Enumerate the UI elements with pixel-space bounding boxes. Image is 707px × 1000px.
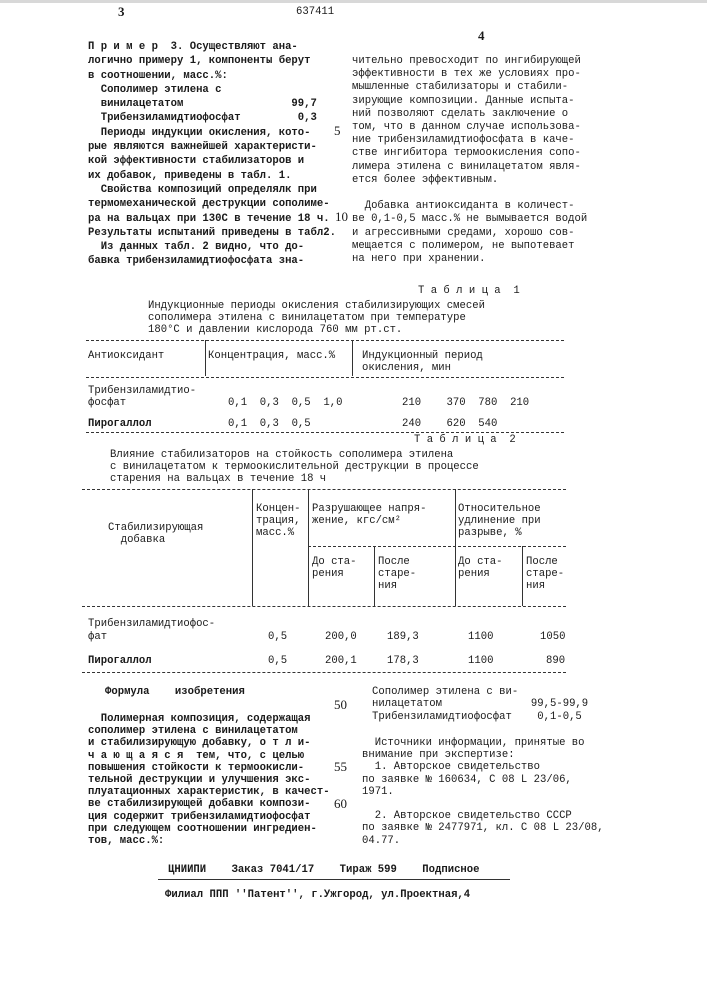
text-line: зирующие композиции. Данные испыта- bbox=[352, 95, 587, 108]
table2-row-stress-after: 178,3 bbox=[387, 655, 419, 667]
text-line: при следующем соотношении ингредиен- bbox=[88, 823, 330, 835]
text-line: 04.77. bbox=[362, 835, 604, 847]
text-line: по заявке № 160634, С 08 L 23/06, bbox=[362, 774, 604, 786]
line-number-55: 55 bbox=[334, 759, 347, 775]
right-column-text bbox=[352, 55, 587, 266]
text-line: стве ингибитора термоокисления сопо- bbox=[352, 147, 587, 160]
footer-branch: Филиал ППП ''Патент'', г.Ужгород, ул.Проектная,4 bbox=[165, 889, 470, 901]
table2-header-rule bbox=[82, 606, 566, 607]
text-line: с винилацетатом к термоокислительной деструкции в процессе bbox=[110, 461, 479, 473]
table2-divider bbox=[522, 546, 523, 606]
text-line: ве 0,1-0,5 масс.% не вымывается водой bbox=[352, 213, 587, 226]
table1-title bbox=[148, 300, 485, 336]
line-number-5: 5 bbox=[334, 123, 341, 139]
table1-header-period-unit: окисления, мин bbox=[362, 362, 451, 374]
left-column-text bbox=[88, 40, 336, 269]
line-number-60: 60 bbox=[334, 796, 347, 812]
text-line: плуатационных характеристик, в качест- bbox=[88, 786, 330, 798]
table2-divider bbox=[455, 489, 456, 606]
table2-top-rule bbox=[82, 489, 566, 490]
table2-header-additive: Стабилизирующая добавка bbox=[108, 522, 203, 546]
table2-header-elong-after: После старе- ния bbox=[526, 556, 564, 592]
text-line: их добавок, приведены в табл. 1. bbox=[88, 169, 336, 183]
table2-bottom-rule bbox=[82, 672, 566, 673]
text-line: сополимер этилена с винилацетатом bbox=[88, 725, 330, 737]
table1-row-conc: 0,1 0,3 0,5 1,0 bbox=[228, 397, 342, 409]
table1-row-name: Трибензиламидтио- bbox=[88, 385, 196, 397]
text-line: в соотношении, масс.%: bbox=[88, 69, 336, 83]
table2-row-name: Пирогаллол bbox=[88, 655, 152, 667]
text-line: рые являются важнейшей характеристи- bbox=[88, 140, 336, 154]
table1-header-antioxidant: Антиоксидант bbox=[88, 350, 164, 362]
text-line: Трибензиламидтиофосфат 0,1-0,5 bbox=[372, 711, 588, 723]
text-line: ний позволяют сделать заключение о bbox=[352, 108, 587, 121]
text-line: мещается с полимером, не выпотевает bbox=[352, 240, 587, 253]
table1-top-rule bbox=[86, 340, 564, 341]
table2-divider bbox=[308, 489, 309, 606]
sources-list bbox=[362, 737, 604, 847]
table2-row-elong-after: 890 bbox=[546, 655, 565, 667]
table2-header-elongation: Относительное удлинение при разрыве, % bbox=[458, 503, 541, 539]
table1-row-conc: 0,1 0,3 0,5 bbox=[228, 418, 311, 430]
table1-label: Т а б л и ц а 1 bbox=[418, 285, 520, 297]
table1-row-period: 240 620 540 bbox=[402, 418, 497, 430]
patent-number: 637411 bbox=[296, 6, 334, 18]
claims-text bbox=[88, 713, 330, 847]
line-number-50: 50 bbox=[334, 697, 347, 713]
text-line: эффективности в тех же условиях про- bbox=[352, 68, 587, 81]
table2-header-stress-after: После старе- ния bbox=[378, 556, 416, 592]
text-line: винилацетатом 99,7 bbox=[88, 97, 336, 111]
text-line: Сополимер этилена с ви- bbox=[372, 686, 588, 698]
text-line: 2. Авторское свидетельство СССР bbox=[362, 810, 604, 822]
table1-divider bbox=[205, 340, 206, 376]
text-line bbox=[362, 798, 604, 810]
text-line: Трибензиламидтиофосфат 0,3 bbox=[88, 111, 336, 125]
table2-row-conc: 0,5 bbox=[268, 631, 287, 643]
text-line: ве стабилизирующей добавки компози- bbox=[88, 798, 330, 810]
table1-bottom-rule bbox=[86, 432, 564, 433]
text-line: тов, масс.%: bbox=[88, 835, 330, 847]
footer-rule bbox=[158, 879, 510, 880]
text-line: 1. Авторское свидетельство bbox=[362, 761, 604, 773]
text-line: Периоды индукции окисления, кото- bbox=[88, 126, 336, 140]
table2-subheader-rule bbox=[308, 546, 566, 547]
text-line: Свойства композиций определялк при bbox=[88, 183, 336, 197]
text-line: нилацетатом 99,5-99,9 bbox=[372, 698, 588, 710]
text-line: ция содержит трибензиламидтиофосфат bbox=[88, 811, 330, 823]
text-line: на него при хранении. bbox=[352, 253, 587, 266]
table2-row-stress-after: 189,3 bbox=[387, 631, 419, 643]
line-number-10: 10 bbox=[335, 209, 348, 225]
text-line: старения на вальцах в течение 18 ч bbox=[110, 473, 479, 485]
table2-header-concentration: Концен- трация, масс.% bbox=[256, 503, 301, 539]
text-line: логично примеру 1, компоненты берут bbox=[88, 54, 336, 68]
table1-row-name: Пирогаллол bbox=[88, 418, 152, 430]
text-line: повышения стойкости к термоокисли- bbox=[88, 762, 330, 774]
table1-header-period: Индукционный период bbox=[362, 350, 483, 362]
text-line: и агрессивными средами, хорошо сов- bbox=[352, 227, 587, 240]
text-line: ч а ю щ а я с я тем, что, с целью bbox=[88, 750, 330, 762]
text-line: ется более эффективным. bbox=[352, 174, 587, 187]
text-line: кой эффективности стабилизаторов и bbox=[88, 154, 336, 168]
table2-divider bbox=[252, 489, 253, 606]
text-line: П р и м е р 3. Осуществляют ана- bbox=[88, 40, 336, 54]
table2-header-elong-before: До ста- рения bbox=[458, 556, 503, 580]
claims-heading: Формула изобретения bbox=[105, 686, 245, 698]
text-line: чительно превосходит по ингибирующей bbox=[352, 55, 587, 68]
table2-header-stress-before: До ста- рения bbox=[312, 556, 357, 580]
text-line: Индукционные периоды окисления стабилизирующих смесей bbox=[148, 300, 485, 312]
table2-row-stress-before: 200,0 bbox=[325, 631, 357, 643]
text-line: Добавка антиоксиданта в количест- bbox=[352, 200, 587, 213]
table2-row-elong-after: 1050 bbox=[540, 631, 565, 643]
page-number-right: 4 bbox=[478, 28, 485, 44]
table2-row-name: Трибензиламидтиофос- фат bbox=[88, 618, 215, 644]
text-line: ние трибензиламидтиофосфата в каче- bbox=[352, 134, 587, 147]
table2-row-elong-before: 1100 bbox=[468, 631, 493, 643]
table2-divider bbox=[374, 546, 375, 606]
scan-edge bbox=[0, 0, 707, 3]
text-line: лимера этилена с винилацетатом явля- bbox=[352, 161, 587, 174]
text-line: Влияние стабилизаторов на стойкость сополимера этилена bbox=[110, 449, 479, 461]
page-number-left: 3 bbox=[118, 4, 125, 20]
text-line: и стабилизирующую добавку, о т л и- bbox=[88, 737, 330, 749]
text-line: термомеханической деструкции сополиме- bbox=[88, 197, 336, 211]
text-line: внимание при экспертизе: bbox=[362, 749, 604, 761]
text-line: 180°С и давлении кислорода 760 мм рт.ст. bbox=[148, 324, 485, 336]
table2-row-elong-before: 1100 bbox=[468, 655, 493, 667]
table1-header-rule bbox=[86, 377, 564, 378]
footer-imprint: ЦНИИПИ Заказ 7041/17 Тираж 599 Подписное bbox=[168, 864, 480, 876]
table2-title bbox=[110, 449, 479, 485]
text-line: том, что в данном случае использова- bbox=[352, 121, 587, 134]
table2-label: Т а б л и ц а 2 bbox=[414, 434, 516, 446]
text-line: Полимерная композиция, содержащая bbox=[88, 713, 330, 725]
text-line: тельной деструкции и улучшения экс- bbox=[88, 774, 330, 786]
text-line: по заявке № 2477971, кл. С 08 L 23/08, bbox=[362, 822, 604, 834]
table1-row-period: 210 370 780 210 bbox=[402, 397, 529, 409]
text-line: мышленные стабилизаторы и стабили- bbox=[352, 81, 587, 94]
table1-header-concentration: Концентрация, масс.% bbox=[208, 350, 335, 362]
text-line: 1971. bbox=[362, 786, 604, 798]
text-line: Из данных табл. 2 видно, что до- bbox=[88, 240, 336, 254]
text-line: ра на вальцах при 130С в течение 18 ч. bbox=[88, 212, 336, 226]
text-line: Результаты испытаний приведены в табл2. bbox=[88, 226, 336, 240]
text-line: Источники информации, принятые во bbox=[362, 737, 604, 749]
claims-composition bbox=[372, 686, 588, 723]
text-line bbox=[352, 187, 587, 200]
table2-header-stress: Разрушающее напря- жение, кгс/см² bbox=[312, 503, 426, 527]
table1-row-name: фосфат bbox=[88, 397, 126, 409]
text-line: бавка трибензиламидтиофосфата зна- bbox=[88, 254, 336, 268]
text-line: Сополимер этилена с bbox=[88, 83, 336, 97]
text-line: сополимера этилена с винилацетатом при температуре bbox=[148, 312, 485, 324]
table2-row-conc: 0,5 bbox=[268, 655, 287, 667]
table2-row-stress-before: 200,1 bbox=[325, 655, 357, 667]
table1-divider bbox=[352, 340, 353, 376]
